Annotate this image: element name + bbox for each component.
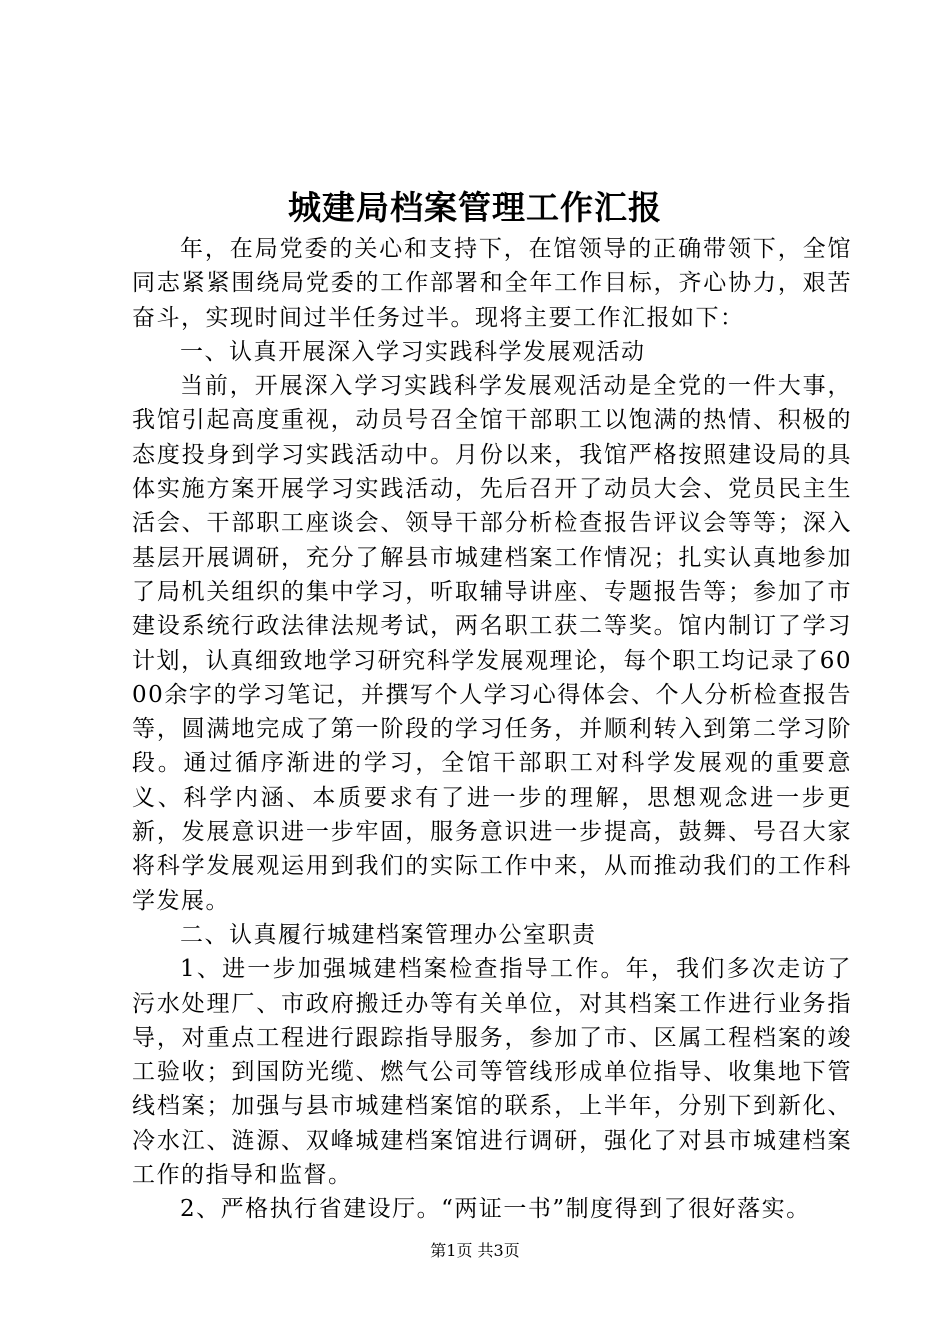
section-1-paragraph: 当前，开展深入学习实践科学发展观活动是全党的一件大事，我馆引起高度重视，动员号召全馆干部职工以饱满的热情、积极的态度投身到学习实践活动中。月份以来，我馆严格按照建设局的具体实施方案开展学习实践活动，先后召开了动员大会、党员民主生活会、干部职工座谈会、领导干部分析检查报告评议会等等；深入基层开展调研，充分了解县市城建档案工作情况；扎实认真地参加了局机关组织的集中学习，听取辅导讲座、专题报告等；参加了市建设系统行政法律法规考试，两名职工获二等奖。馆内制订了学习计划，认真细致地学习研究科学发展观理论，每个职工均记录了6000余字的学习笔记，并撰写个人学习心得体会、个人分析检查报告等，圆满地完成了第一阶段的学习任务，并顺利转入到第二学习阶段。通过循序渐进的学习，全馆干部职工对科学发展观的重要意义、科学内涵、本质要求有了进一步的理解，思想观念进一步更新，发展意识进一步牢固，服务意识进一步提高，鼓舞、号召大家将科学发展观运用到我们的实际工作中来，从而推动我们的工作科学发展。	[132, 373, 852, 914]
page-number-footer: 第1页 共3页	[430, 1241, 520, 1260]
section-2-item-2-paragraph: 2、严格执行省建设厅。“两证一书”制度得到了很好落实。	[180, 1196, 811, 1223]
section-heading-1: 一、认真开展深入学习实践科学发展观活动	[180, 338, 646, 365]
intro-paragraph: 年，在局党委的关心和支持下，在馆领导的正确带领下，全馆同志紧紧围绕局党委的工作部署和全年工作目标，齐心协力，艰苦奋斗，实现时间过半任务过半。现将主要工作汇报如下：	[132, 236, 852, 331]
section-2-item-1-paragraph: 1、进一步加强城建档案检查指导工作。年，我们多次走访了污水处理厂、市政府搬迁办等有关单位，对其档案工作进行业务指导，对重点工程进行跟踪指导服务，参加了市、区属工程档案的竣工验收；到国防光缆、燃气公司等管线形成单位指导、收集地下管线档案；加强与县市城建档案馆的联系，上半年，分别下到新化、冷水江、涟源、双峰城建档案馆进行调研，强化了对县市城建档案工作的指导和监督。	[132, 956, 852, 1189]
document-title: 城建局档案管理工作汇报	[288, 188, 662, 227]
document-body	[132, 232, 852, 1227]
section-heading-2: 二、认真履行城建档案管理办公室职责	[180, 921, 597, 948]
